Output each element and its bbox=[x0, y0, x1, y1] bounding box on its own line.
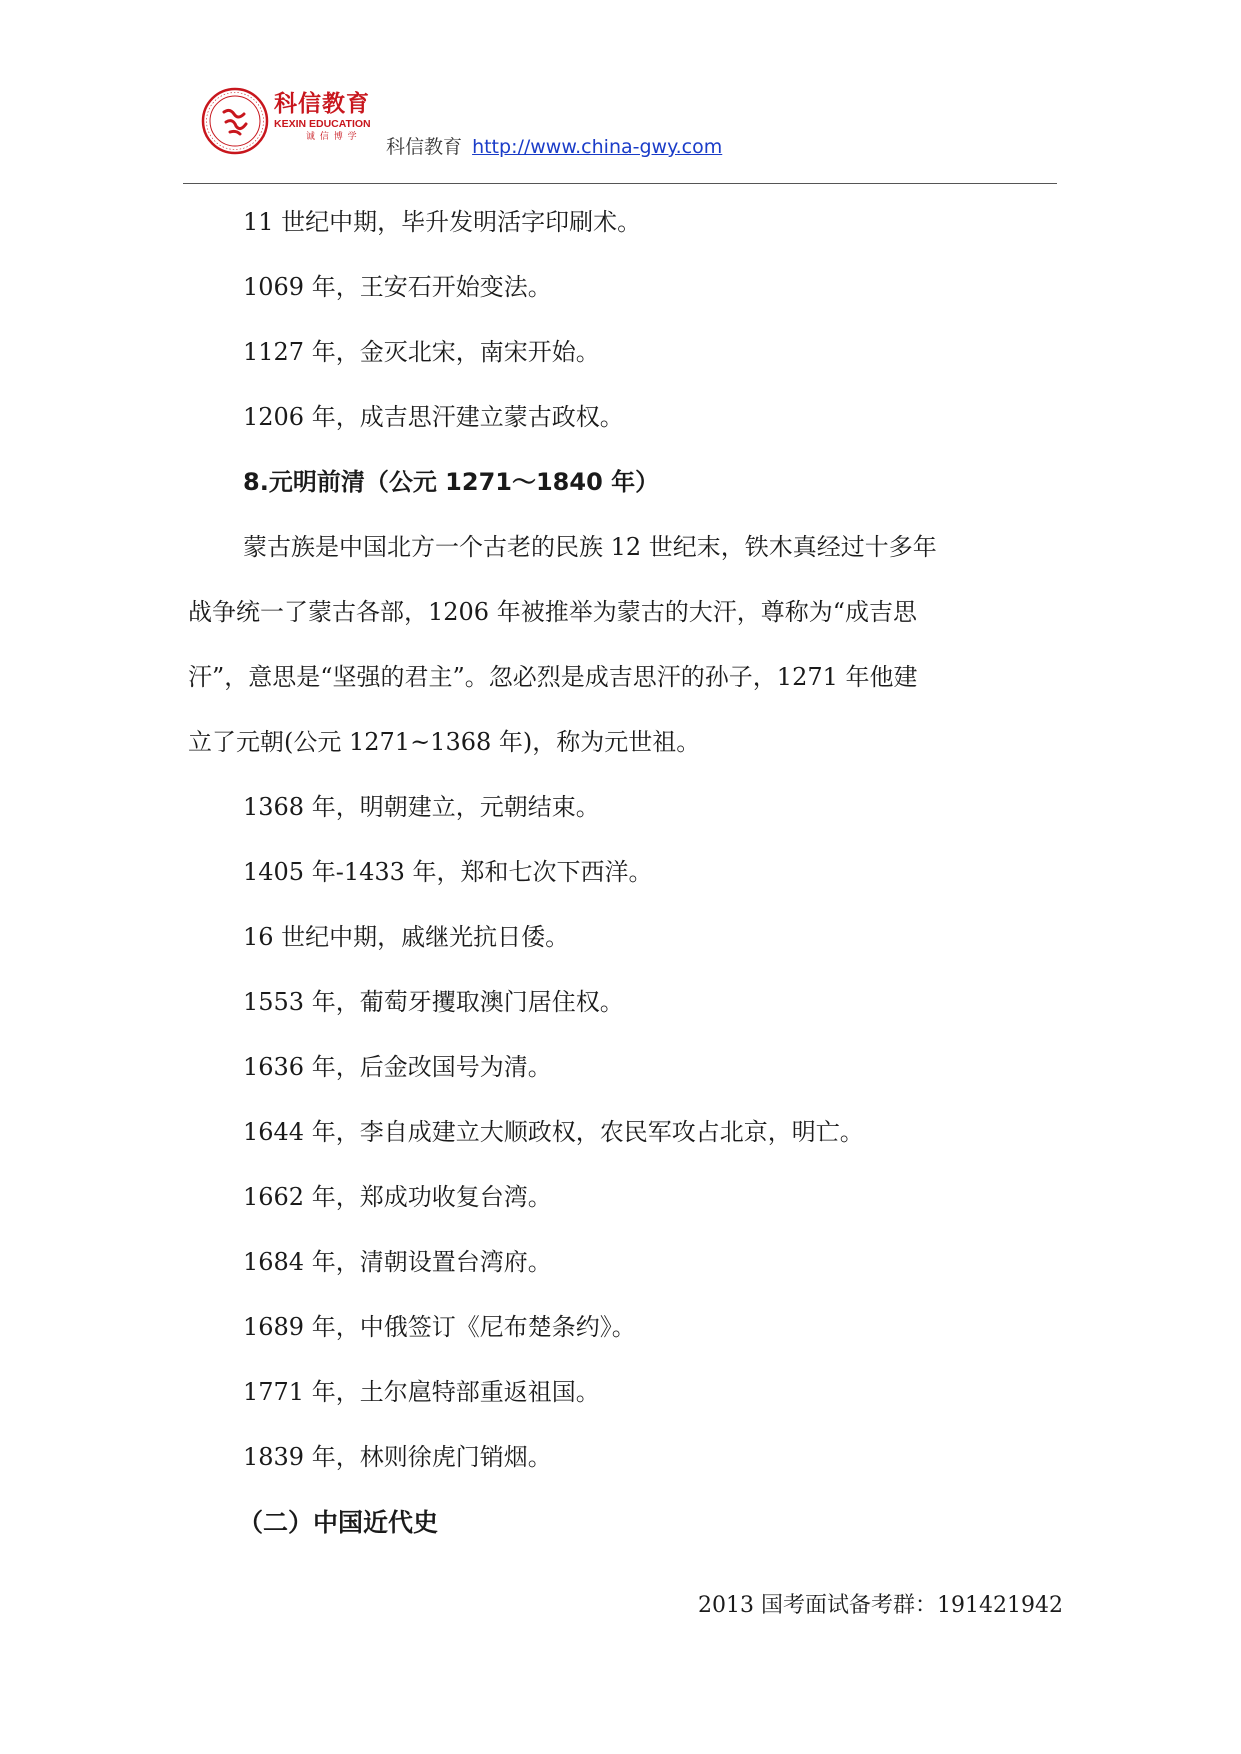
brand-name-en: KEXIN EDUCATION bbox=[274, 118, 371, 130]
timeline-entry: 1771 年，土尔扈特部重返祖国。 bbox=[243, 1378, 600, 1406]
paragraph-line: 汗”，意思是“坚强的君主”。忽必烈是成吉思汗的孙子，1271 年他建 bbox=[188, 663, 918, 691]
timeline-entry: 1127 年，金灭北宋，南宋开始。 bbox=[243, 338, 600, 366]
paragraph-line bbox=[188, 515, 1058, 580]
timeline-entry: 1206 年，成吉思汗建立蒙古政权。 bbox=[243, 403, 624, 431]
timeline-entry: 1636 年，后金改国号为清。 bbox=[243, 1053, 552, 1081]
timeline-entry: 1689 年，中俄签订《尼布楚条约》。 bbox=[243, 1313, 636, 1341]
timeline-entry: 1644 年，李自成建立大顺政权，农民军攻占北京，明亡。 bbox=[243, 1118, 864, 1146]
header-site-info bbox=[386, 132, 722, 159]
body-paragraph bbox=[188, 515, 1058, 775]
site-url-link[interactable]: http://www.china-gwy.com bbox=[472, 136, 723, 158]
header-divider bbox=[183, 183, 1057, 184]
section-title: （二）中国近代史 bbox=[238, 1508, 439, 1537]
timeline-entry: 1405 年-1433 年，郑和七次下西洋。 bbox=[243, 858, 653, 886]
timeline-entry: 1553 年，葡萄牙攫取澳门居住权。 bbox=[243, 988, 624, 1016]
brand-motto: 诚 信 博 学 bbox=[306, 132, 358, 142]
timeline-entry: 1662 年，郑成功收复台湾。 bbox=[243, 1183, 552, 1211]
timeline-entry: 16 世纪中期，戚继光抗日倭。 bbox=[243, 923, 570, 951]
timeline-entry: 11 世纪中期，毕升发明活字印刷术。 bbox=[243, 208, 642, 236]
brand-name: 科信教育 bbox=[274, 91, 370, 117]
site-name: 科信教育 bbox=[386, 136, 463, 158]
timeline-entry: 1684 年，清朝设置台湾府。 bbox=[243, 1248, 552, 1276]
timeline-entry: 1839 年，林则徐虎门销烟。 bbox=[243, 1443, 552, 1471]
paragraph-line: 战争统一了蒙古各部，1206 年被推举为蒙古的大汗，尊称为“成吉思 bbox=[188, 598, 917, 626]
timeline-entry: 1069 年，王安石开始变法。 bbox=[243, 273, 552, 301]
timeline-entry: 1368 年，明朝建立，元朝结束。 bbox=[243, 793, 600, 821]
seal-logo-icon bbox=[200, 86, 270, 156]
paragraph-line: 立了元朝(公元 1271~1368 年)，称为元世祖。 bbox=[188, 728, 701, 756]
document-body bbox=[188, 190, 1058, 1555]
section-heading: 8.元明前清（公元 1271～1840 年） bbox=[243, 468, 660, 496]
page-header bbox=[190, 86, 1070, 176]
page-footer: 2013 国考面试备考群：191421942 bbox=[698, 1593, 1063, 1618]
paragraph-line-text: 蒙古族是中国北方一个古老的民族 12 世纪末，铁木真经过十多年 bbox=[243, 533, 937, 561]
